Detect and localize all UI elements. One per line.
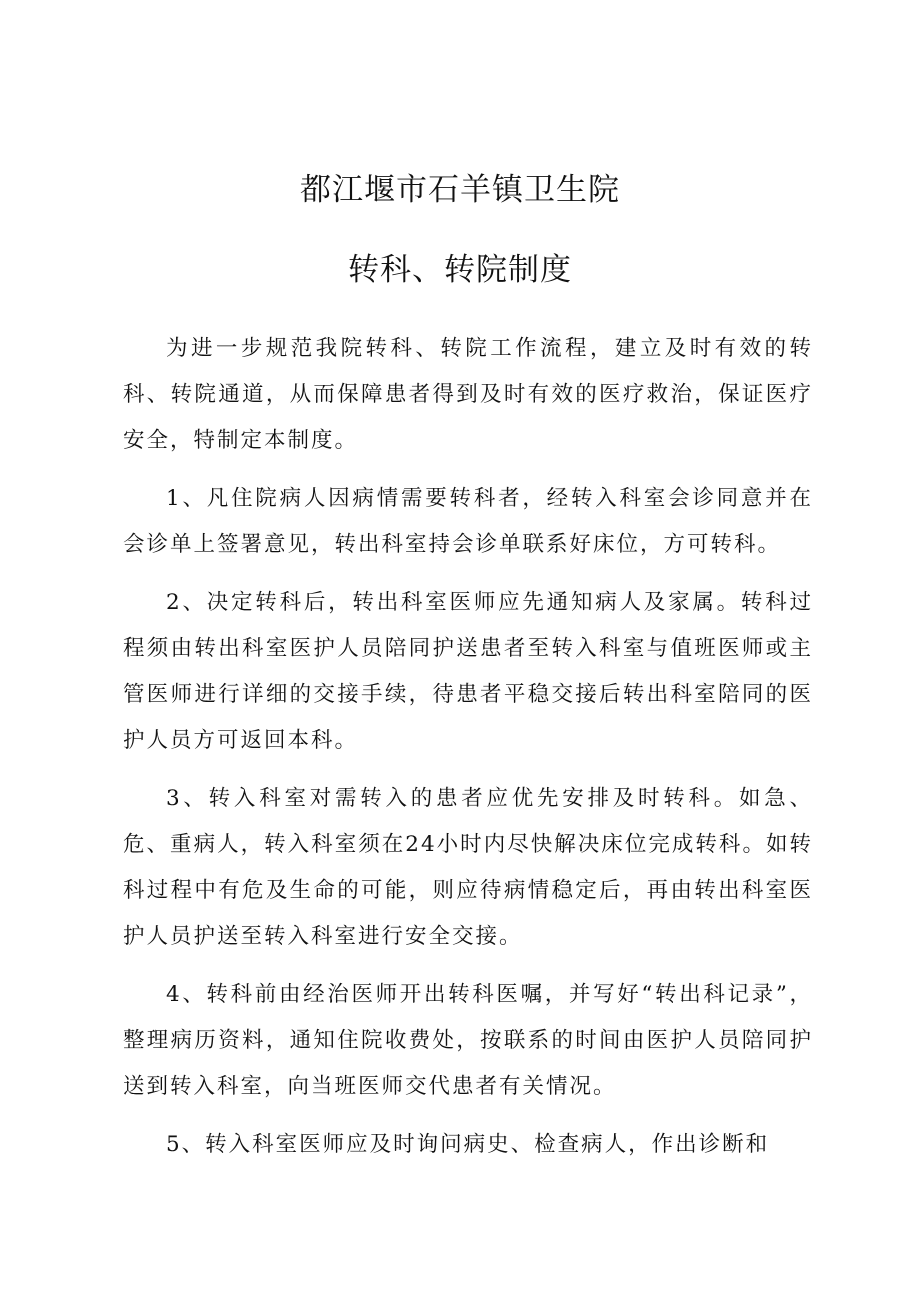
document-body — [123, 326, 813, 1180]
intro-paragraph: 为进一步规范我院转科、转院工作流程，建立及时有效的转科、转院通道，从而保障患者得到及时有效的医疗救治，保证医疗安全，特制定本制度。 — [123, 336, 813, 453]
rule-4-paragraph: 4、转科前由经治医师开出转科医嘱，并写好“转出科记录”，整理病历资料，通知住院收费处，按联系的时间由医护人员陪同护送到转入科室，向当班医师交代患者有关情况。 — [123, 982, 813, 1099]
document-title: 都江堰市石羊镇卫生院 — [300, 172, 620, 208]
rule-2-paragraph: 2、决定转科后，转出科室医师应先通知病人及家属。转科过程须由转出科室医护人员陪同护送患者至转入科室与值班医师或主管医师进行详细的交接手续，待患者平稳交接后转出科室陪同的医护人员方可返回本科。 — [123, 590, 813, 753]
rule-3-paragraph: 3、转入科室对需转入的患者应优先安排及时转科。如急、危、重病人，转入科室须在24小时内尽快解决床位完成转科。如转科过程中有危及生命的可能，则应待病情稳定后，再由转出科室医护人员护送至转入科室进行安全交接。 — [123, 786, 813, 949]
rule-1-paragraph: 1、凡住院病人因病情需要转科者，经转入科室会诊同意并在会诊单上签署意见，转出科室持会诊单联系好床位，方可转科。 — [123, 486, 813, 557]
rule-5-paragraph: 5、转入科室医师应及时询问病史、检查病人，作出诊断和 — [166, 1132, 770, 1157]
document-subtitle: 转科、转院制度 — [348, 252, 572, 288]
